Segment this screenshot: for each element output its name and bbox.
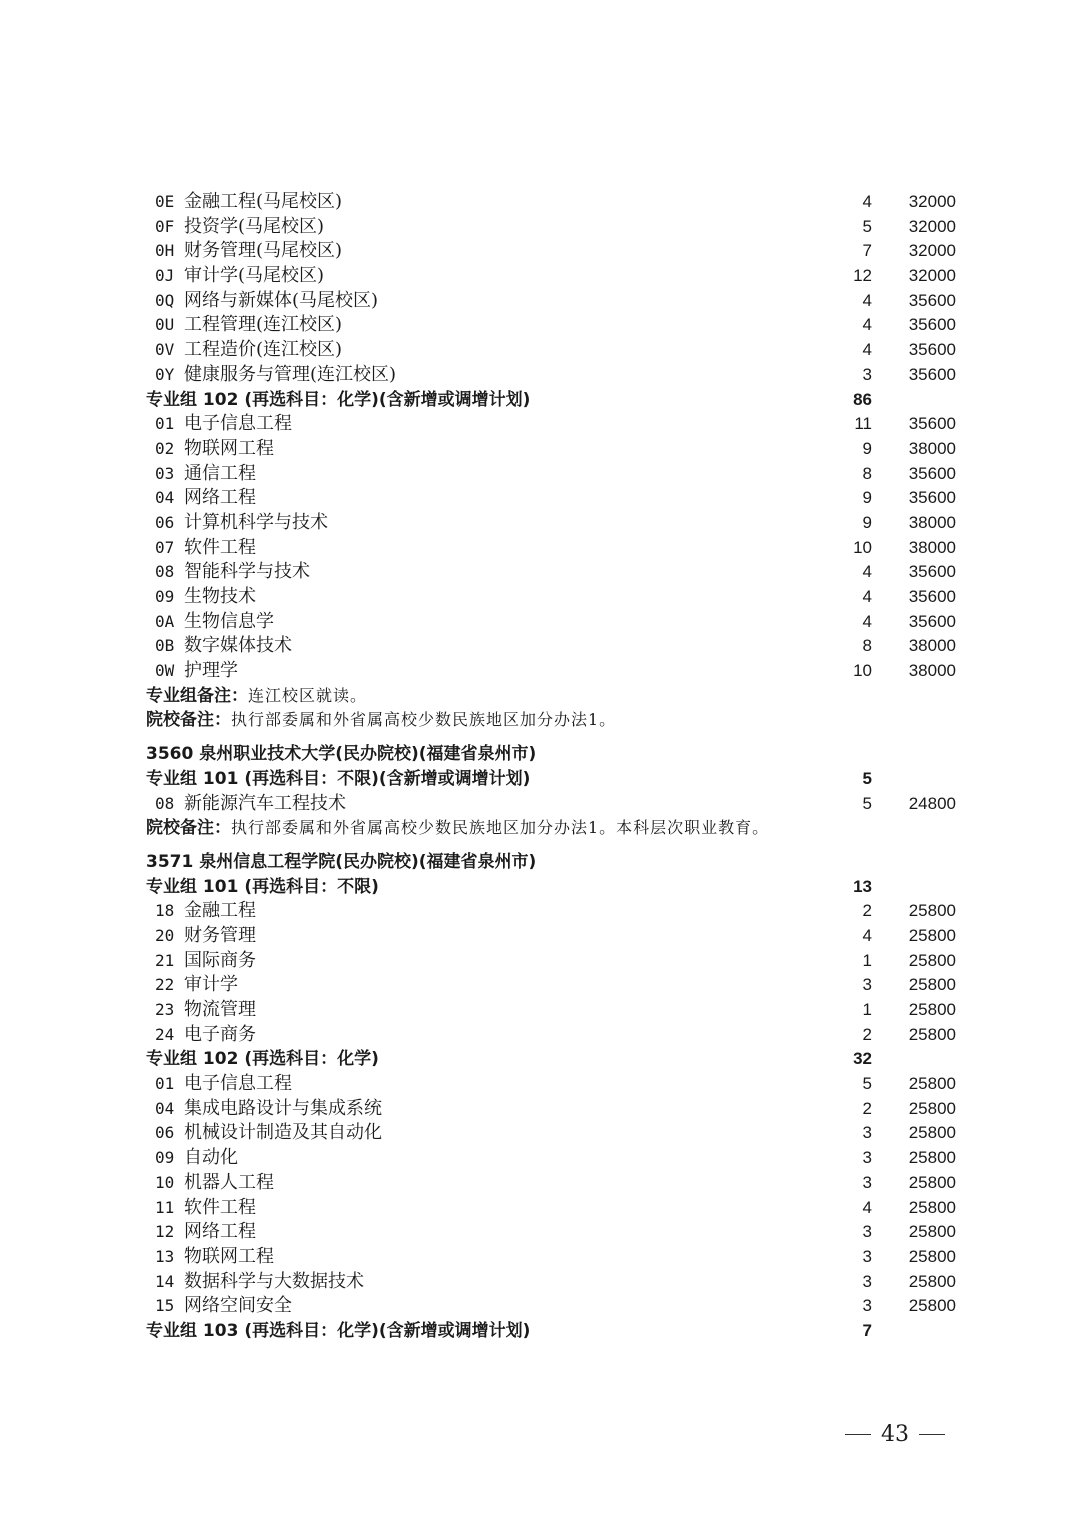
group-plan-count: 32 — [853, 1049, 872, 1069]
major-code: 0V — [155, 340, 175, 360]
remark-row — [0, 708, 1080, 733]
tuition-fee: 32000 — [908, 241, 956, 261]
group-plan-count: 7 — [862, 1320, 872, 1340]
major-name: 电子信息工程 — [184, 413, 292, 435]
major-row — [0, 536, 1080, 561]
major-code: 0A — [155, 611, 175, 631]
major-code: 04 — [155, 1098, 175, 1118]
group-plan-count: 13 — [853, 876, 872, 896]
school-name: 3560 泉州职业技术大学(民办院校)(福建省泉州市) — [146, 744, 537, 765]
tuition-fee: 25800 — [908, 950, 956, 970]
major-name: 机械设计制造及其自动化 — [184, 1122, 382, 1144]
plan-count: 7 — [862, 241, 872, 261]
plan-count: 3 — [862, 1296, 872, 1316]
group-plan-count: 5 — [862, 768, 872, 788]
major-row — [0, 190, 1080, 215]
tuition-fee: 25800 — [908, 1148, 956, 1168]
tuition-fee: 35600 — [908, 414, 956, 434]
major-row — [0, 585, 1080, 610]
major-code: 13 — [155, 1246, 175, 1266]
tuition-fee: 35600 — [908, 315, 956, 335]
tuition-fee: 38000 — [908, 661, 956, 681]
major-row — [0, 215, 1080, 240]
major-name: 金融工程(马尾校区) — [184, 191, 343, 212]
major-code: 02 — [155, 438, 175, 458]
tuition-fee: 38000 — [908, 438, 956, 458]
tuition-fee: 25800 — [908, 975, 956, 995]
tuition-fee: 35600 — [908, 290, 956, 310]
major-code: 06 — [155, 512, 175, 532]
major-code: 10 — [155, 1172, 175, 1192]
major-row — [0, 437, 1080, 462]
major-name: 生物技术 — [184, 586, 256, 607]
major-row — [0, 1245, 1080, 1270]
school-header-row — [0, 742, 1080, 767]
major-code: 0B — [155, 636, 175, 656]
major-group-label: 专业组 101 (再选科目：不限)(含新增或调增计划) — [146, 768, 531, 789]
tuition-fee: 32000 — [908, 192, 956, 211]
major-group-label: 专业组 102 (再选科目：化学)(含新增或调增计划) — [146, 389, 531, 410]
major-row — [0, 899, 1080, 924]
plan-count: 3 — [862, 364, 872, 384]
major-group-row — [0, 875, 1080, 900]
school-header-row — [0, 850, 1080, 875]
major-row — [0, 659, 1080, 684]
major-row — [0, 1023, 1080, 1048]
group-plan-count: 86 — [853, 389, 872, 409]
tuition-fee: 38000 — [908, 537, 956, 557]
tuition-fee: 25800 — [908, 1222, 956, 1242]
remark-row — [0, 816, 1080, 841]
tuition-fee: 25800 — [908, 1271, 956, 1291]
remark-text: 执行部委属和外省属高校少数民族地区加分办法1。 — [231, 710, 617, 730]
plan-count: 10 — [853, 537, 872, 557]
tuition-fee: 25800 — [908, 925, 956, 945]
major-name: 审计学(马尾校区) — [184, 265, 325, 287]
major-code: 01 — [155, 414, 175, 434]
admission-plan-table — [0, 190, 1080, 1344]
major-code: 22 — [155, 975, 175, 995]
plan-count: 4 — [862, 925, 872, 945]
plan-count: 4 — [862, 562, 872, 582]
page-number-left-dash — [845, 1434, 871, 1435]
tuition-fee: 35600 — [908, 587, 956, 606]
tuition-fee: 25800 — [908, 1074, 956, 1094]
major-row — [0, 412, 1080, 437]
major-code: 0W — [155, 661, 175, 681]
plan-count: 5 — [862, 793, 872, 813]
major-code: 18 — [155, 901, 175, 921]
major-row — [0, 239, 1080, 264]
major-group-label: 专业组 102 (再选科目：化学) — [146, 1049, 379, 1070]
major-row — [0, 289, 1080, 314]
tuition-fee: 32000 — [908, 216, 956, 236]
tuition-fee: 25800 — [908, 1123, 956, 1143]
plan-count: 3 — [862, 1123, 872, 1143]
major-code: 08 — [155, 793, 175, 813]
plan-count: 9 — [862, 488, 872, 508]
major-row — [0, 264, 1080, 289]
major-code: 06 — [155, 1123, 175, 1143]
major-row — [0, 1270, 1080, 1295]
remark-label: 院校备注： — [146, 818, 231, 839]
section-gap — [0, 841, 1080, 850]
tuition-fee: 38000 — [908, 636, 956, 656]
major-group-row — [0, 1319, 1080, 1344]
major-code: 12 — [155, 1222, 175, 1242]
plan-count: 3 — [862, 1246, 872, 1266]
page-number — [840, 1418, 950, 1450]
major-name: 新能源汽车工程技术 — [184, 792, 346, 814]
major-code: 07 — [155, 537, 175, 557]
major-name: 软件工程 — [184, 1196, 256, 1218]
plan-count: 5 — [862, 1074, 872, 1094]
tuition-fee: 25800 — [908, 901, 956, 921]
tuition-fee: 35600 — [908, 364, 956, 384]
major-code: 11 — [155, 1197, 175, 1217]
major-name: 物联网工程 — [184, 437, 274, 459]
plan-count: 4 — [862, 192, 872, 211]
plan-count: 4 — [862, 1197, 872, 1217]
tuition-fee: 25800 — [908, 1024, 956, 1044]
major-group-label: 专业组 101 (再选科目：不限) — [146, 876, 379, 897]
plan-count: 9 — [862, 438, 872, 458]
major-row — [0, 486, 1080, 511]
major-row — [0, 1171, 1080, 1196]
plan-count: 9 — [862, 512, 872, 532]
major-name: 电子信息工程 — [184, 1073, 292, 1095]
major-name: 物联网工程 — [184, 1245, 274, 1267]
major-name: 计算机科学与技术 — [184, 511, 328, 533]
plan-count: 10 — [853, 661, 872, 681]
major-row — [0, 462, 1080, 487]
major-name: 网络工程 — [184, 487, 256, 509]
major-row — [0, 1294, 1080, 1319]
tuition-fee: 25800 — [908, 1296, 956, 1316]
plan-count: 2 — [862, 1098, 872, 1118]
major-name: 网络与新媒体(马尾校区) — [184, 289, 379, 311]
tuition-fee: 38000 — [908, 512, 956, 532]
major-name: 工程管理(连江校区) — [184, 314, 343, 336]
major-row — [0, 1146, 1080, 1171]
major-name: 工程造价(连江校区) — [184, 339, 343, 361]
remark-label: 专业组备注： — [146, 685, 248, 706]
major-row — [0, 511, 1080, 536]
major-code: 21 — [155, 950, 175, 970]
major-row — [0, 973, 1080, 998]
major-row — [0, 313, 1080, 338]
tuition-fee: 25800 — [908, 1197, 956, 1217]
major-code: 03 — [155, 463, 175, 483]
major-code: 0E — [155, 192, 175, 211]
page-number-right-dash — [919, 1434, 945, 1435]
major-name: 网络工程 — [184, 1221, 256, 1243]
major-row — [0, 1196, 1080, 1221]
major-name: 物流管理 — [184, 999, 256, 1020]
major-row — [0, 924, 1080, 949]
major-name: 网络空间安全 — [184, 1295, 292, 1317]
major-code: 15 — [155, 1296, 175, 1316]
plan-count: 1 — [862, 1000, 872, 1019]
major-name: 生物信息学 — [184, 610, 274, 632]
major-row — [0, 998, 1080, 1023]
plan-count: 4 — [862, 290, 872, 310]
major-row — [0, 792, 1080, 817]
major-name: 护理学 — [184, 660, 238, 682]
tuition-fee: 24800 — [908, 793, 956, 813]
major-name: 机器人工程 — [184, 1171, 274, 1193]
major-code: 20 — [155, 925, 175, 945]
tuition-fee: 32000 — [908, 266, 956, 286]
plan-count: 3 — [862, 1271, 872, 1291]
major-row — [0, 634, 1080, 659]
page-number-value: 43 — [881, 1421, 909, 1447]
major-name: 财务管理 — [184, 924, 256, 946]
major-code: 0Y — [155, 364, 175, 384]
plan-count: 3 — [862, 1148, 872, 1168]
plan-count: 4 — [862, 587, 872, 606]
major-code: 09 — [155, 587, 175, 606]
major-name: 数据科学与大数据技术 — [184, 1270, 364, 1292]
major-name: 财务管理(马尾校区) — [184, 240, 343, 262]
tuition-fee: 25800 — [908, 1098, 956, 1118]
plan-count: 2 — [862, 1024, 872, 1044]
major-name: 智能科学与技术 — [184, 561, 310, 583]
plan-count: 3 — [862, 1222, 872, 1242]
major-row — [0, 1097, 1080, 1122]
major-name: 软件工程 — [184, 536, 256, 558]
tuition-fee: 35600 — [908, 463, 956, 483]
remark-label: 院校备注： — [146, 710, 231, 731]
plan-count: 4 — [862, 340, 872, 360]
plan-count: 3 — [862, 975, 872, 995]
plan-count: 11 — [854, 414, 872, 434]
plan-count: 5 — [862, 216, 872, 236]
major-row — [0, 1220, 1080, 1245]
major-row — [0, 560, 1080, 585]
major-group-row — [0, 388, 1080, 413]
major-row — [0, 363, 1080, 388]
major-group-row — [0, 767, 1080, 792]
major-code: 23 — [155, 1000, 175, 1019]
school-name: 3571 泉州信息工程学院(民办院校)(福建省泉州市) — [146, 851, 537, 872]
major-code: 24 — [155, 1024, 175, 1044]
major-code: 08 — [155, 562, 175, 582]
major-name: 健康服务与管理(连江校区) — [184, 363, 397, 385]
remark-text: 执行部委属和外省属高校少数民族地区加分办法1。本科层次职业教育。 — [231, 818, 770, 838]
major-code: 09 — [155, 1148, 175, 1168]
plan-count: 4 — [862, 611, 872, 631]
section-gap — [0, 733, 1080, 742]
major-group-label: 专业组 103 (再选科目：化学)(含新增或调增计划) — [146, 1320, 531, 1341]
major-code: 0Q — [155, 290, 175, 310]
major-name: 数字媒体技术 — [184, 635, 292, 657]
major-code: 0H — [155, 241, 175, 261]
major-name: 投资学(马尾校区) — [184, 215, 325, 237]
plan-count: 2 — [862, 901, 872, 921]
plan-count: 8 — [862, 463, 872, 483]
major-group-row — [0, 1047, 1080, 1072]
remark-row — [0, 684, 1080, 709]
tuition-fee: 35600 — [908, 611, 956, 631]
major-name: 金融工程 — [184, 900, 256, 922]
major-name: 自动化 — [184, 1147, 238, 1169]
major-name: 电子商务 — [184, 1023, 256, 1045]
tuition-fee: 25800 — [908, 1172, 956, 1192]
major-row — [0, 338, 1080, 363]
plan-count: 8 — [862, 636, 872, 656]
major-row — [0, 949, 1080, 974]
tuition-fee: 35600 — [908, 562, 956, 582]
major-code: 0J — [155, 266, 175, 286]
major-code: 0F — [155, 216, 175, 236]
tuition-fee: 25800 — [908, 1000, 956, 1019]
plan-count: 1 — [862, 950, 872, 970]
major-row — [0, 1121, 1080, 1146]
tuition-fee: 35600 — [908, 340, 956, 360]
plan-count: 12 — [853, 266, 872, 286]
plan-count: 3 — [862, 1172, 872, 1192]
major-code: 14 — [155, 1271, 175, 1291]
major-name: 通信工程 — [184, 462, 256, 484]
major-name: 国际商务 — [184, 949, 256, 971]
major-name: 集成电路设计与集成系统 — [184, 1097, 382, 1119]
major-code: 04 — [155, 488, 175, 508]
remark-text: 连江校区就读。 — [248, 685, 368, 705]
tuition-fee: 35600 — [908, 488, 956, 508]
tuition-fee: 25800 — [908, 1246, 956, 1266]
major-name: 审计学 — [184, 974, 238, 996]
plan-count: 4 — [862, 315, 872, 335]
major-code: 01 — [155, 1074, 175, 1094]
major-code: 0U — [155, 315, 175, 335]
major-row — [0, 1072, 1080, 1097]
major-row — [0, 610, 1080, 635]
